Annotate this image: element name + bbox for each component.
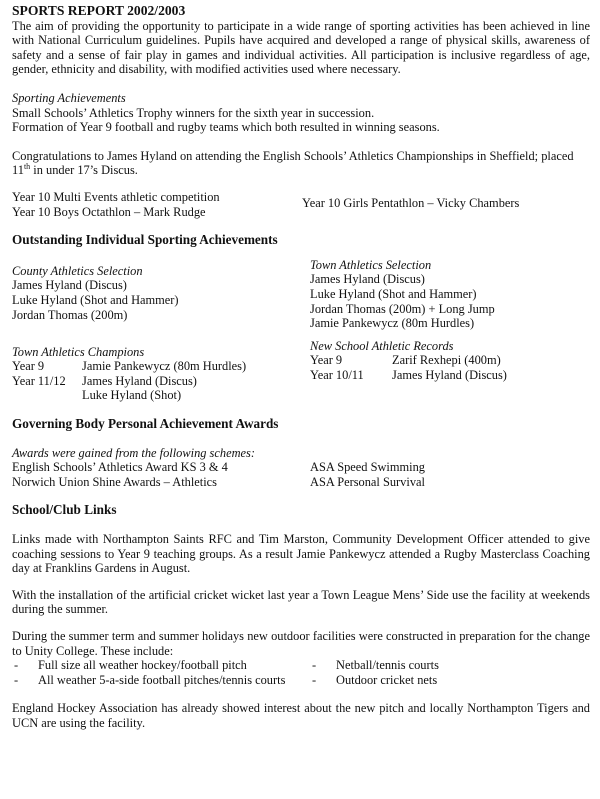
facilities-paragraph: During the summer term and summer holidays new outdoor facilities were constructed in preparation for the change to Unity College. These include: [12,629,590,658]
congrats-text-end: in under 17’s Discus. [30,163,138,178]
town-champions-heading: Town Athletics Champions [12,344,145,359]
list-item: Jordan Thomas (200m) + Long Jump [310,301,495,316]
award-item: ASA Speed Swimming [310,460,425,475]
county-heading: County Athletics Selection [12,263,143,278]
congrats-text: Congratulations to James Hyland on attending the English Schools’ Athletics Championships in Sheffield; placed 11 [12,148,574,178]
multi-events-line: Year 10 Multi Events athletic competition [12,189,220,204]
list-item: - Netball/tennis courts [310,658,590,673]
outstanding-heading: Outstanding Individual Sporting Achievements [12,232,278,248]
town-selection-heading: Town Athletics Selection [310,257,432,272]
sporting-achievements-heading: Sporting Achievements [12,90,126,105]
table-row [12,388,310,403]
achievement-line: Formation of Year 9 football and rugby teams which both resulted in winning seasons. [12,120,440,135]
table-row [12,374,310,389]
facilities-list-left [12,658,310,687]
girls-pentathlon-line: Year 10 Girls Pentathlon – Vicky Chambers [302,195,520,210]
school-records [310,339,590,403]
list-item: Luke Hyland (Shot and Hammer) [310,286,477,301]
award-item: English Schools’ Athletics Award KS 3 & 4 [12,460,228,475]
list-item: - Outdoor cricket nets [310,673,590,688]
year-cell: Year 9 [12,359,45,374]
congratulations-paragraph [12,149,590,178]
list-item: James Hyland (Discus) [12,278,127,293]
list-item: - Full size all weather hockey/football pitch [12,658,310,673]
table-row [310,353,590,368]
year-cell [12,388,82,403]
award-item: ASA Personal Survival [310,474,425,489]
selection-block [12,258,590,331]
achievement-line: Small Schools’ Athletics Trophy winners for the sixth year in succession. [12,105,375,120]
name-cell: Luke Hyland (Shot) [82,388,182,403]
cricket-paragraph: With the installation of the artificial cricket wicket last year a Town League Mens’ Side use the facility at weekends during the summer. [12,587,590,617]
list-item: Jamie Pankewycz (80m Hurdles) [310,316,475,331]
links-paragraph: Links made with Northampton Saints RFC and Tim Marston, Community Development Officer attended to give coaching sessions to Year 9 teaching groups. As a result Jamie Pankewycz attended a Rugby Masterclass Coaching day at Franklins Gardens in August. [12,532,590,576]
boys-octathlon-line: Year 10 Boys Octathlon – Mark Rudge [12,204,206,219]
facilities-list [12,658,590,687]
name-cell: Jamie Pankewycz (80m Hurdles) [82,359,247,374]
town-selection [310,258,590,331]
document-page [12,4,590,731]
name-cell: Zarif Rexhepi (400m) [392,353,501,368]
records-heading: New School Athletic Records [310,338,454,353]
name-cell: James Hyland (Discus) [392,367,507,382]
champions-records-block [12,339,590,403]
year-cell: Year 10/11 [310,367,364,382]
multi-events-block [12,190,590,219]
table-row [310,368,590,383]
hockey-paragraph: England Hockey Association has already showed interest about the new pitch and locally Northampton Tigers and UCN are using the facility. [12,701,590,730]
list-item: Luke Hyland (Shot and Hammer) [12,292,179,307]
awards-subheading: Awards were gained from the following schemes: [12,445,255,460]
list-item: Jordan Thomas (200m) [12,307,128,322]
list-item: James Hyland (Discus) [310,272,425,287]
intro-paragraph: The aim of providing the opportunity to participate in a wide range of sporting activities has been achieved in line with National Curriculum guidelines. Pupils have acquired and developed a range of physical skills, awareness of safety and a sense of fair play in games and individual activities. All participation is inclusive regardless of age, gender, ethnicity and disability, with modified activities used where necessary. [12,18,590,77]
school-club-links-heading: School/Club Links [12,502,117,518]
award-item: Norwich Union Shine Awards – Athletics [12,474,218,489]
table-row [12,359,310,374]
governing-body-heading: Governing Body Personal Achievement Awards [12,416,279,432]
town-champions [12,339,310,403]
awards-block [12,460,590,489]
list-item: - All weather 5-a-side football pitches/tennis courts [12,673,310,688]
ordinal-suffix: th [23,162,31,172]
report-title: SPORTS REPORT 2002/2003 [12,3,186,18]
year-cell: Year 9 [310,353,343,368]
name-cell: James Hyland (Discus) [82,373,197,388]
year-cell: Year 11/12 [12,373,66,388]
facilities-list-right [310,658,590,687]
county-selection [12,258,310,331]
